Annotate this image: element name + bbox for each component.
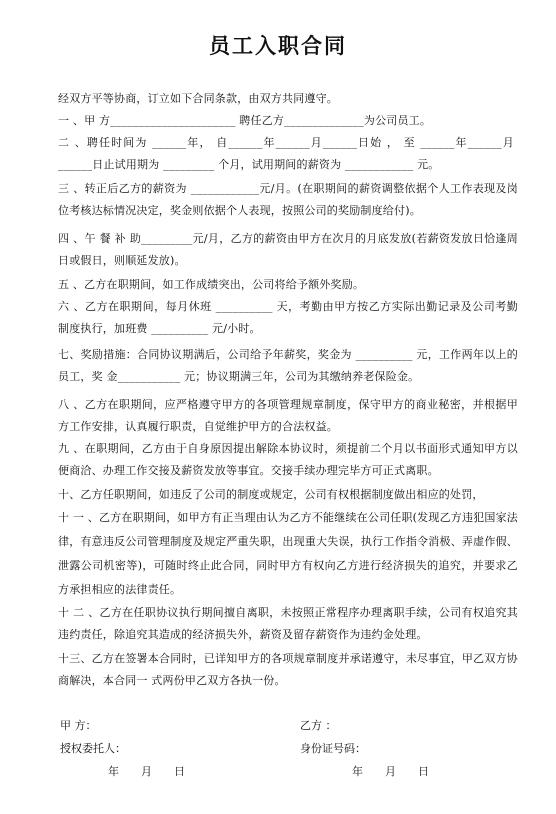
paragraph-7: 七、奖励措施：合同协议期满后，公司给予年薪奖，奖金为 __________ 元，工作两年以上的员工，奖 金___________ 元；协议期满三年，公司为其缴纳养老保险金。	[58, 348, 518, 383]
date-left: 年 月 日	[108, 765, 185, 778]
paragraph-12: 十 二 、乙方在任职协议执行期间擅自离职，未按照正常程序办理离职手续，公司有权追究其违约责任，除追究其造成的经济损失外，薪资及留存薪资作为违约金处理。	[58, 606, 518, 641]
page-title: 员工入职合同	[209, 33, 347, 58]
id-number-label: 身份证号码：	[300, 742, 366, 755]
paragraph-11: 十 一 、乙方在职期间，如甲方有正当理由认为乙方不能继续在公司任职(发现乙方违犯国家法律，有意违反公司管理制度及规定严重失职，出现重大失误，执行工作指令消极、弄虚作假、泄露公司机密等)，可随时终止此合同，同时甲方有权向乙方进行经济损失的追究，并要求乙方承担相应的法律责任。	[58, 511, 518, 596]
paragraph-4: 四 、午 餐 补 助_________元/月，乙方的薪资由甲方在次月的月底发放(若薪资发放日恰逢周日或假日，则顺延发放)。	[58, 232, 518, 267]
paragraph-2: 二 、聘任时间为 ______年， 自______年______月______日始 ， 至 ______年______月______日止试用期为 _________ 个月，试用期间的薪资为 ____________ 元。	[58, 136, 514, 171]
paragraph-1: 一 、甲 方______________________ 聘任乙方______________为公司员工。	[58, 114, 432, 127]
paragraph-intro: 经双方平等协商，订立如下合同条款，由双方共同遵守。	[58, 92, 338, 105]
paragraph-3: 三 、转正后乙方的薪资为 ____________元/月。(在职期间的薪资调整依据个人工作表现及岗位考核达标情况决定，奖金则依据个人表现，按照公司的奖励制度给付)。	[58, 182, 518, 217]
paragraph-9: 九 、在职期间，乙方由于自身原因提出解除本协议时，须提前二个月以书面形式通知甲方以便商洽、办理工作交接及薪资发放等事宜。交接手续办理完毕方可正式离职。	[58, 442, 518, 477]
date-right: 年 月 日	[352, 765, 429, 778]
authorized-agent-label: 授权委托人：	[60, 742, 126, 755]
paragraph-13: 十三、乙方在签署本合同时，已详知甲方的各项规章制度并承诺遵守，未尽事宜，甲乙双方协商解决，本合同一 式两份甲乙双方各执一份。	[58, 652, 518, 687]
paragraph-8: 八 、乙方在职期间，应严格遵守甲方的各项管理规章制度，保守甲方的商业秘密，并根据甲方工作安排，认真履行职责，自觉维护甲方的合法权益。	[58, 398, 518, 433]
party-a-label: 甲 方：	[60, 719, 97, 732]
paragraph-6: 六 、乙方在职期间，每月休班 __________ 天，考勤由甲方按乙方实际出勤记录及公司考勤制度执行，加班费 __________ 元/小时。	[58, 300, 518, 335]
party-b-label: 乙方 ：	[300, 719, 337, 732]
paragraph-10: 十、乙方任职期间，如违反了公司的制度或规定，公司有权根据制度做出相应的处罚，	[58, 488, 484, 501]
paragraph-5: 五 、乙方在职期间，如工作成绩突出，公司将给予额外奖励。	[58, 278, 365, 291]
